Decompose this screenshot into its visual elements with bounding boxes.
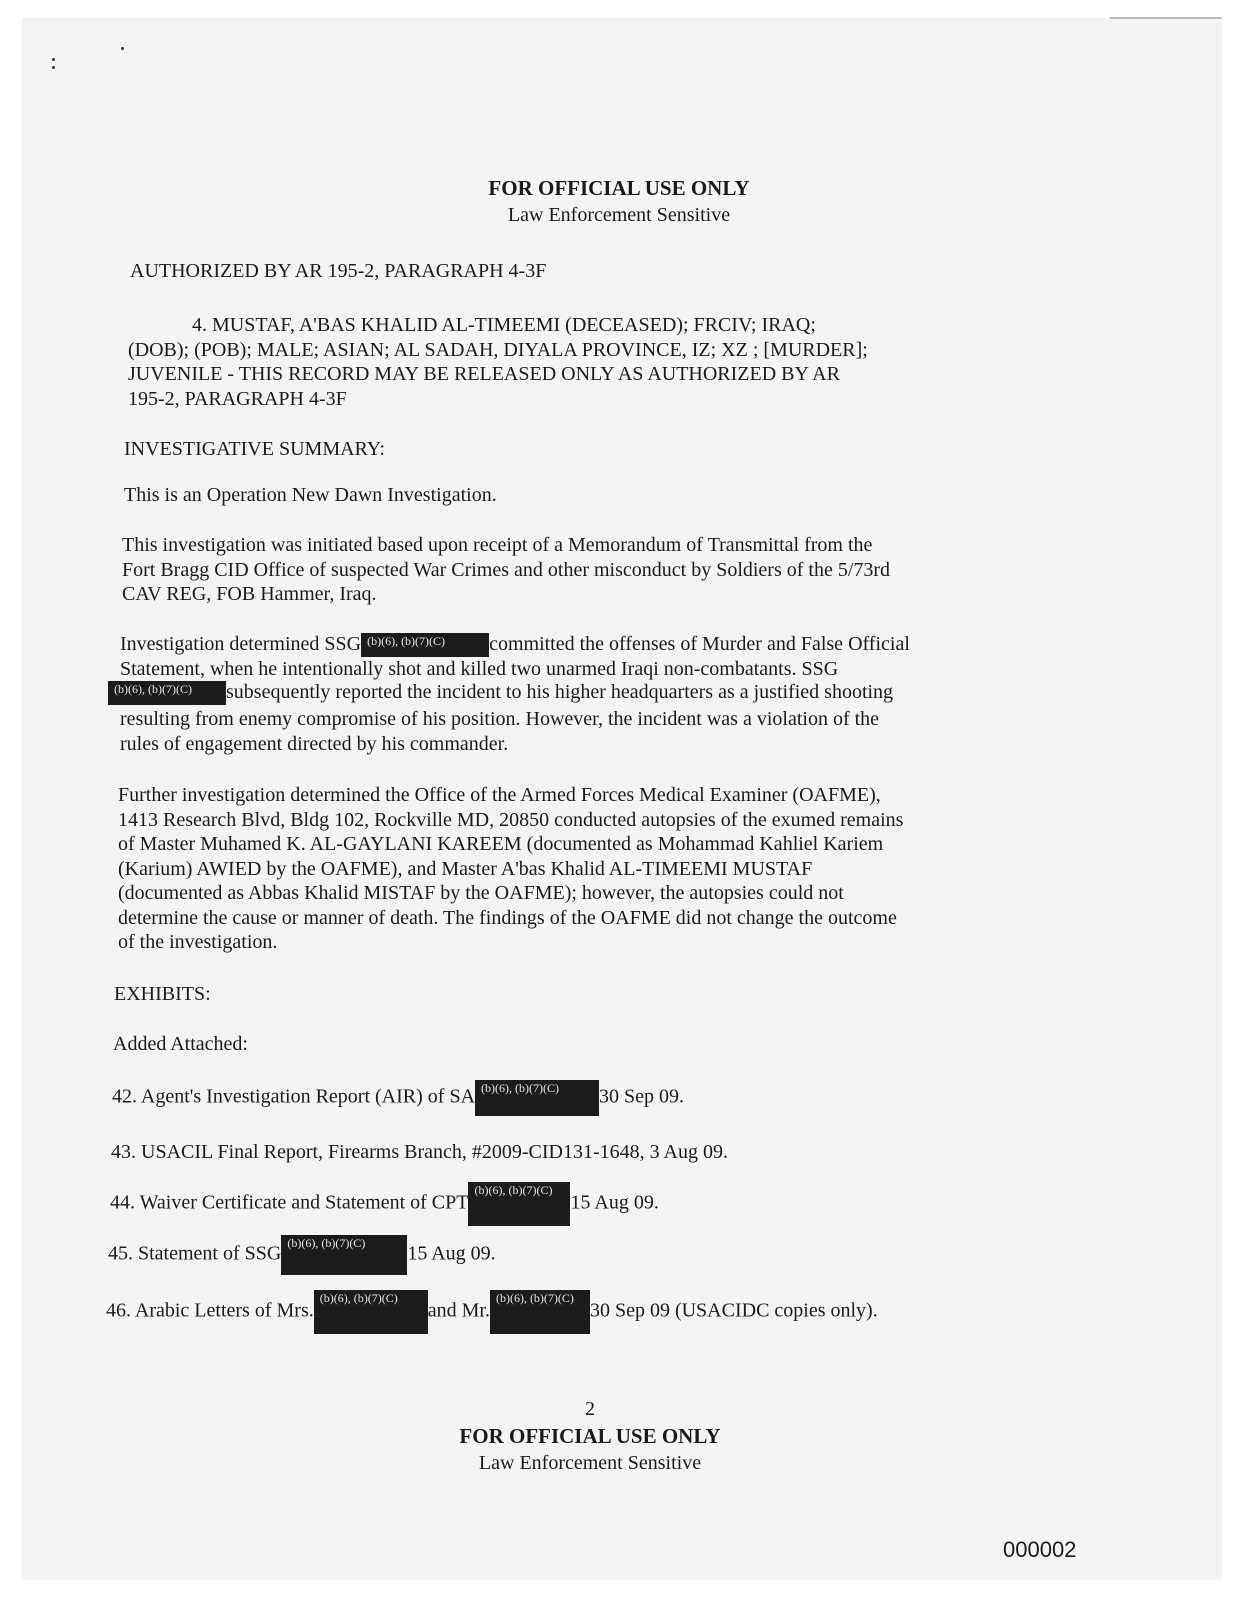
subject-line: (DOB); (POB); MALE; ASIAN; AL SADAH, DIYALA PROVINCE, IZ; XZ ; [MURDER];	[128, 338, 868, 361]
further-paragraph	[118, 783, 903, 955]
paragraph-line: Further investigation determined the Office of the Armed Forces Medical Examiner (OAFME),	[118, 784, 881, 806]
subject-line: 4. MUSTAF, A'BAS KHALID AL-TIMEEMI (DECEASED); FRCIV; IRAQ;	[192, 314, 816, 336]
exhibits-heading: EXHIBITS:	[114, 983, 211, 1005]
paragraph-line: Fort Bragg CID Office of suspected War Crimes and other misconduct by Soldiers of the 5/73rd	[122, 558, 891, 581]
summary-heading: INVESTIGATIVE SUMMARY:	[124, 438, 385, 460]
initiated-paragraph	[122, 533, 890, 607]
exhibit-44: 44. Waiver Certificate and Statement of CPT (b)(6), (b)(7)(C) 15 Aug 09.	[110, 1182, 659, 1226]
scan-edge-line	[1110, 17, 1222, 19]
redaction-box: (b)(6), (b)(7)(C)	[468, 1182, 570, 1226]
scan-speck	[52, 58, 55, 61]
determined-line-2: Statement, when he intentionally shot and killed two unarmed Iraqi non-combatants. SSG	[120, 658, 839, 680]
paragraph-line: of Master Muhamed K. AL-GAYLANI KAREEM (documented as Mohammad Kahliel Kariem	[118, 833, 884, 855]
exhibit-42: 42. Agent's Investigation Report (AIR) of SA (b)(6), (b)(7)(C) 30 Sep 09.	[112, 1080, 684, 1116]
page-number: 2	[585, 1398, 595, 1420]
subject-block	[128, 313, 868, 411]
header-classification: FOR OFFICIAL USE ONLY	[488, 176, 750, 200]
scan-speck	[121, 47, 124, 50]
determined-line-3: (b)(6), (b)(7)(C) subsequently reported the incident to his higher headquarters as a justified shooting	[108, 680, 893, 705]
exhibit-45: 45. Statement of SSG (b)(6), (b)(7)(C) 15 Aug 09.	[108, 1235, 496, 1275]
redaction-box: (b)(6), (b)(7)(C)	[361, 633, 489, 657]
scan-speck	[52, 66, 55, 69]
footer-sensitivity: Law Enforcement Sensitive	[478, 1452, 702, 1474]
operation-text: This is an Operation New Dawn Investigation.	[124, 484, 497, 506]
redaction-box: (b)(6), (b)(7)(C)	[108, 681, 226, 705]
redaction-box: (b)(6), (b)(7)(C)	[314, 1290, 428, 1334]
paragraph-line: This investigation was initiated based upon receipt of a Memorandum of Transmittal from the	[122, 534, 873, 556]
redaction-box: (b)(6), (b)(7)(C)	[281, 1235, 407, 1275]
header-sensitivity: Law Enforcement Sensitive	[507, 204, 731, 226]
paragraph-line: 1413 Research Blvd, Bldg 102, Rockville MD, 20850 conducted autopsies of the exumed remains	[118, 808, 904, 831]
subject-line: JUVENILE - THIS RECORD MAY BE RELEASED ONLY AS AUTHORIZED BY AR	[128, 363, 840, 385]
exhibit-43: 43. USACIL Final Report, Firearms Branch, #2009-CID131-1648, 3 Aug 09.	[111, 1141, 728, 1163]
determined-line-4: resulting from enemy compromise of his position. However, the incident was a violation of the	[120, 708, 880, 730]
exhibit-46: 46. Arabic Letters of Mrs. (b)(6), (b)(7)(C) and Mr. (b)(6), (b)(7)(C) 30 Sep 09 (USACIDC copies only).	[106, 1290, 878, 1334]
determined-line-1: Investigation determined SSG (b)(6), (b)(7)(C) committed the offenses of Murder and False Official	[120, 632, 910, 657]
subject-line: 195-2, PARAGRAPH 4-3F	[128, 387, 347, 410]
redaction-box: (b)(6), (b)(7)(C)	[475, 1080, 599, 1116]
paragraph-line: determine the cause or manner of death. The findings of the OAFME did not change the outcome	[118, 906, 897, 929]
footer-classification: FOR OFFICIAL USE ONLY	[459, 1424, 721, 1448]
paragraph-line: (Karium) AWIED by the OAFME), and Master A'bas Khalid AL-TIMEEMI MUSTAF	[118, 857, 813, 880]
paragraph-line: of the investigation.	[118, 931, 278, 953]
paragraph-line: (documented as Abbas Khalid MISTAF by the OAFME); however, the autopsies could not	[118, 882, 844, 904]
bates-number: 000002	[1003, 1537, 1077, 1562]
added-attached: Added Attached:	[113, 1033, 248, 1055]
authorized-line: AUTHORIZED BY AR 195-2, PARAGRAPH 4-3F	[130, 260, 547, 282]
determined-line-5: rules of engagement directed by his commander.	[120, 733, 509, 755]
paragraph-line: CAV REG, FOB Hammer, Iraq.	[122, 583, 377, 605]
redaction-box: (b)(6), (b)(7)(C)	[490, 1290, 590, 1334]
